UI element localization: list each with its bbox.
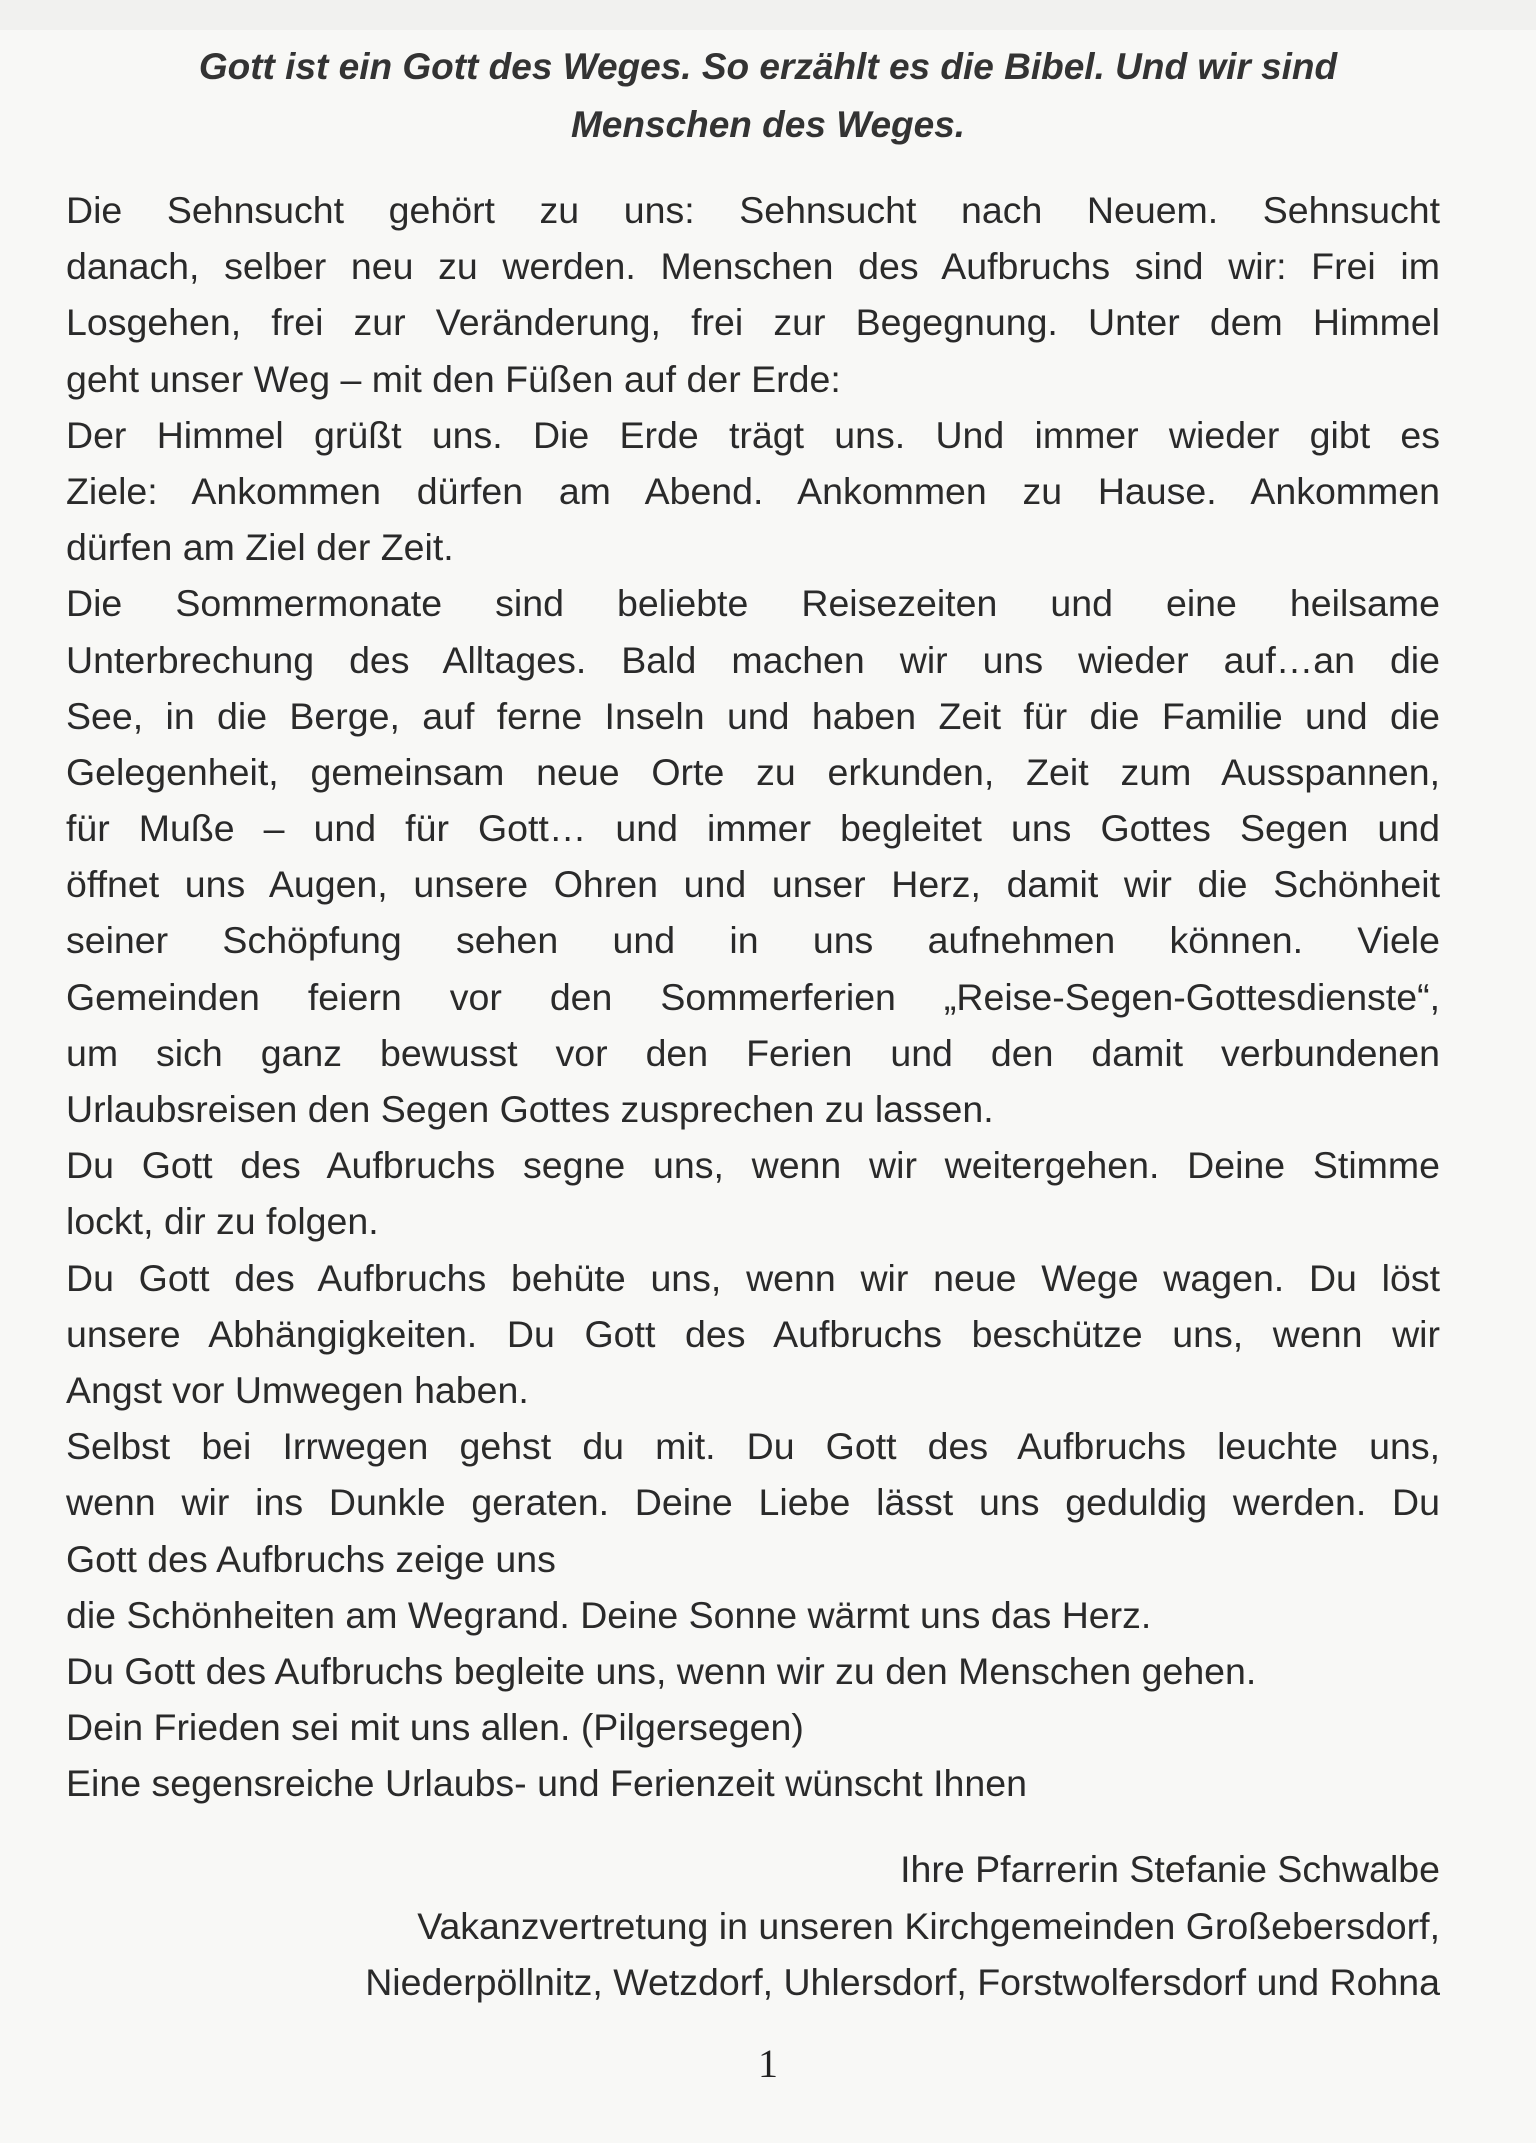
body-line: Die Sommermonate sind beliebte Reisezeiten und eine heilsame xyxy=(66,582,1440,625)
signature-places: Niederpöllnitz, Wetzdorf, Uhlersdorf, Forstwolfersdorf und Rohna xyxy=(365,1961,1440,2003)
body-line: Der Himmel grüßt uns. Die Erde trägt uns. Und immer wieder gibt es xyxy=(66,413,1440,456)
body-line: Du Gott des Aufbruchs behüte uns, wenn wir neue Wege wagen. Du löst xyxy=(66,1256,1440,1299)
body-line: danach, selber neu zu werden. Menschen des Aufbruchs sind wir: Frei im xyxy=(66,245,1440,288)
body-line: unsere Abhängigkeiten. Du Gott des Aufbruchs beschütze uns, wenn wir xyxy=(66,1312,1440,1355)
signature-role: Vakanzvertretung in unseren Kirchgemeinden Großebersdorf, xyxy=(417,1904,1440,1947)
body-line: wenn wir ins Dunkle geraten. Deine Liebe lässt uns geduldig werden. Du xyxy=(66,1481,1440,1524)
body-text xyxy=(66,182,1440,1812)
body-line: Selbst bei Irrwegen gehst du mit. Du Gott des Aufbruchs leuchte uns, xyxy=(66,1425,1440,1468)
body-line: lockt, dir zu folgen. xyxy=(66,1200,379,1243)
body-line: Losgehen, frei zur Veränderung, frei zur Begegnung. Unter dem Himmel xyxy=(66,301,1440,344)
body-line: Unterbrechung des Alltages. Bald machen wir uns wieder auf…an die xyxy=(66,638,1440,681)
body-line: Gelegenheit, gemeinsam neue Orte zu erkunden, Zeit zum Ausspannen, xyxy=(66,750,1440,793)
body-line: Die Sehnsucht gehört zu uns: Sehnsucht nach Neuem. Sehnsucht xyxy=(66,189,1440,231)
body-line: Angst vor Umwegen haben. xyxy=(66,1369,529,1411)
scan-bleed-top xyxy=(0,0,1536,30)
body-line: See, in die Berge, auf ferne Inseln und haben Zeit für die Familie und die xyxy=(66,694,1440,737)
body-line: Urlaubsreisen den Segen Gottes zusprechen zu lassen. xyxy=(66,1088,994,1131)
body-line: Ziele: Ankommen dürfen am Abend. Ankommen zu Hause. Ankommen xyxy=(66,469,1440,512)
body-line: öffnet uns Augen, unsere Ohren und unser Herz, damit wir die Schönheit xyxy=(66,863,1440,906)
body-line: dürfen am Ziel der Zeit. xyxy=(66,526,454,569)
body-line: Du Gott des Aufbruchs begleite uns, wenn wir zu den Menschen gehen. xyxy=(66,1649,1257,1692)
page-heading xyxy=(110,38,1426,154)
body-line: Gemeinden feiern vor den Sommerferien „Reise-Segen-Gottesdienste“, xyxy=(66,975,1440,1018)
signature-name: Ihre Pfarrerin Stefanie Schwalbe xyxy=(900,1848,1440,1890)
body-line: Gott des Aufbruchs zeige uns xyxy=(66,1537,556,1580)
body-line: die Schönheiten am Wegrand. Deine Sonne wärmt uns das Herz. xyxy=(66,1593,1152,1636)
page-number: 1 xyxy=(758,2041,778,2086)
heading-line-2: Menschen des Weges. xyxy=(570,104,966,145)
body-line: Dein Frieden sei mit uns allen. (Pilgersegen) xyxy=(66,1706,804,1749)
body-line: Du Gott des Aufbruchs segne uns, wenn wir weitergehen. Deine Stimme xyxy=(66,1144,1440,1187)
body-line: geht unser Weg – mit den Füßen auf der Erde: xyxy=(66,357,841,400)
body-line: für Muße – und für Gott… und immer begleitet uns Gottes Segen und xyxy=(66,807,1440,850)
signature-block xyxy=(365,1841,1440,2011)
body-line: Eine segensreiche Urlaubs- und Ferienzeit wünscht Ihnen xyxy=(66,1762,1027,1805)
heading-line-1: Gott ist ein Gott des Weges. So erzählt es die Bibel. Und wir sind xyxy=(198,46,1338,87)
body-line: seiner Schöpfung sehen und in uns aufnehmen können. Viele xyxy=(66,919,1440,962)
body-line: um sich ganz bewusst vor den Ferien und den damit verbundenen xyxy=(66,1031,1440,1074)
